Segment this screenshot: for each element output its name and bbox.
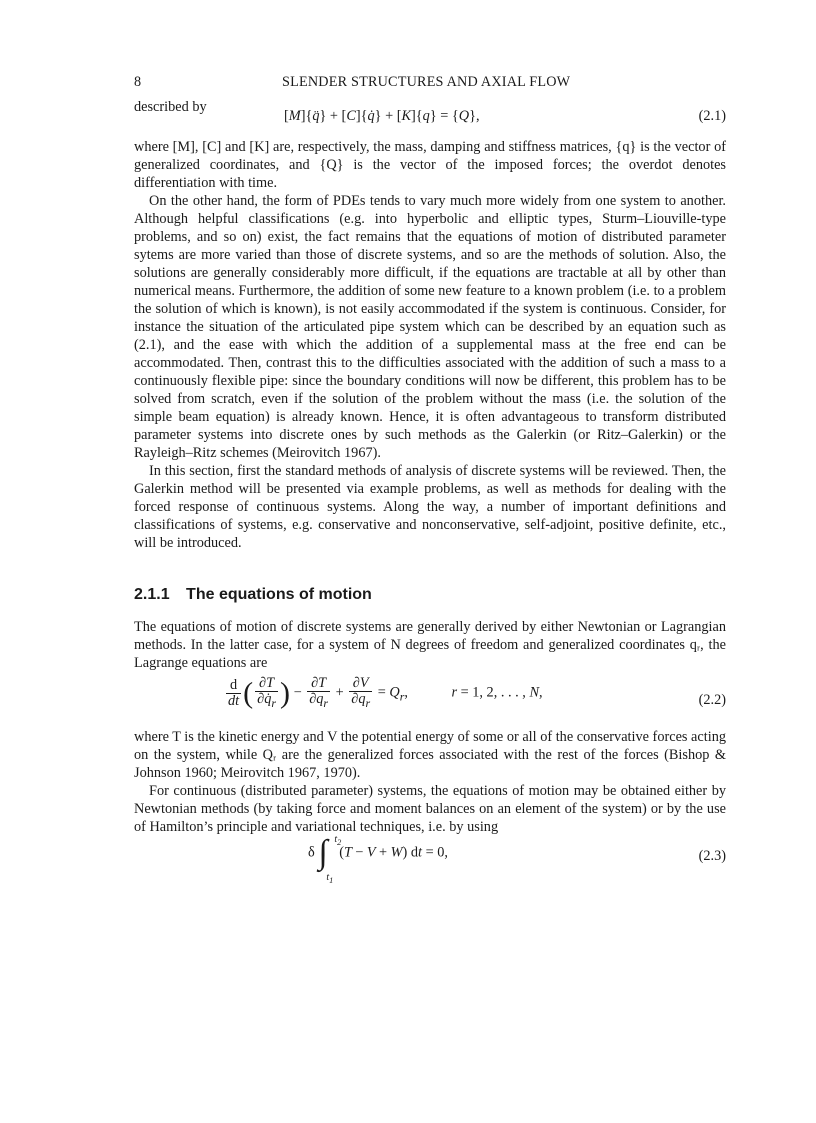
section-heading — [134, 586, 726, 604]
equation-2-1-number: (2.1) — [698, 108, 726, 124]
equation-2-1 — [134, 102, 726, 130]
equation-2-2 — [134, 672, 726, 728]
page — [134, 74, 726, 885]
running-header — [134, 74, 726, 98]
paragraph-matrices: where [M], [C] and [K] are, respectively, the mass, damping and stiffness matrices, {q} is the vector of generalized coordinates, and {Q} is the vector of the imposed forces; the overdot denotes differentiation with time. — [134, 139, 726, 191]
equation-2-3-body: δ ∫ $t_2$ $t_1$ (T − V + W) dt = 0, — [308, 834, 448, 885]
section-title: The equations of motion — [186, 586, 372, 603]
equation-2-3-number: (2.3) — [698, 848, 726, 864]
equation-2-2-body: $\frac{d}{dt}$ ( $\frac{\partial T}{\partial q̇_r}$ ) − $\frac{\partial T}{\partial q_r}$ + $\frac{\partial V}{\partial q_r}$ = $Q_r$, r = 1, 2, . . . , N, — [228, 675, 543, 710]
page-number: 8 — [134, 74, 142, 90]
paragraph-pdes: On the other hand, the form of PDEs tends to vary much more widely from one system to another. Although helpful classifications (e.g. into hyperbolic and elliptic types, Sturm–Liouville-type problems, and so on) exist, the fact remains that the equations of motion of distributed parameter sytems are more varied than those of discrete systems, and so are the methods of solution. Also, the solutions are generally considerably more difficult, if the equations are tractable at all by other than numerical means. Furthermore, the addition of some new feature to a known problem (i.e. to a problem the solution of which is known), is not easily accommodated if the system is continuous. Consider, for instance the situation of the articulated pipe system which can be described by an equation such as (2.1), and the ease with which the addition of a supplemental mass at the free end can be accommodated. Then, contrast this to the difficulties associated with the addition of such a mass to a continuously flexible pipe: since the boundary conditions will now be different, this problem has to be solved from scratch, even if the solution of the problem without the mass (i.e. the solution of the simple beam equation) is already known. Hence, it is often advantageous to transform distributed parameter systems into discrete ones by such methods as the Galerkin (or Ritz–Galerkin) or the Rayleigh–Ritz schemes (Meirovitch 1967). — [134, 193, 726, 461]
equation-2-2-number: (2.2) — [698, 692, 726, 708]
running-title: SLENDER STRUCTURES AND AXIAL FLOW — [282, 74, 571, 90]
equation-2-3 — [134, 832, 726, 885]
section-number: 2.1.1 — [134, 586, 170, 603]
equation-2-1-body: [M]{q̈} + [C]{q̇} + [K]{q} = {Q}, — [284, 108, 480, 124]
paragraph-section-overview: In this section, first the standard methods of analysis of discrete systems will be reviewed. Then, the Galerkin method will be presented via example problems, as well as methods for dealing with the forced response of continuous systems. Along the way, a number of important definitions and classifications of systems, e.g. conservative and nonconservative, self-adjoint, positive definite, etc., will be introduced. — [134, 463, 726, 551]
intro-line: described by — [134, 99, 207, 115]
paragraph-energy: where T is the kinetic energy and V the potential energy of some or all of the conservative forces acting on the system, while Qᵣ are the generalized forces associated with the rest of the forces (Bishop & Johnson 1960; Meirovitch 1967, 1970). — [134, 729, 726, 781]
paragraph-continuous: For continuous (distributed parameter) systems, the equations of motion may be obtained either by Newtonian methods (by taking force and moment balances on an element of the system) or by the use of Hamilton’s principle and variational techniques, i.e. by using — [134, 783, 726, 835]
paragraph-lagrangian: The equations of motion of discrete systems are generally derived by either Newtonian or Lagrangian methods. In the latter case, for a system of N degrees of freedom and generalized coordinates qᵣ, the Lagrange equations are — [134, 619, 726, 671]
